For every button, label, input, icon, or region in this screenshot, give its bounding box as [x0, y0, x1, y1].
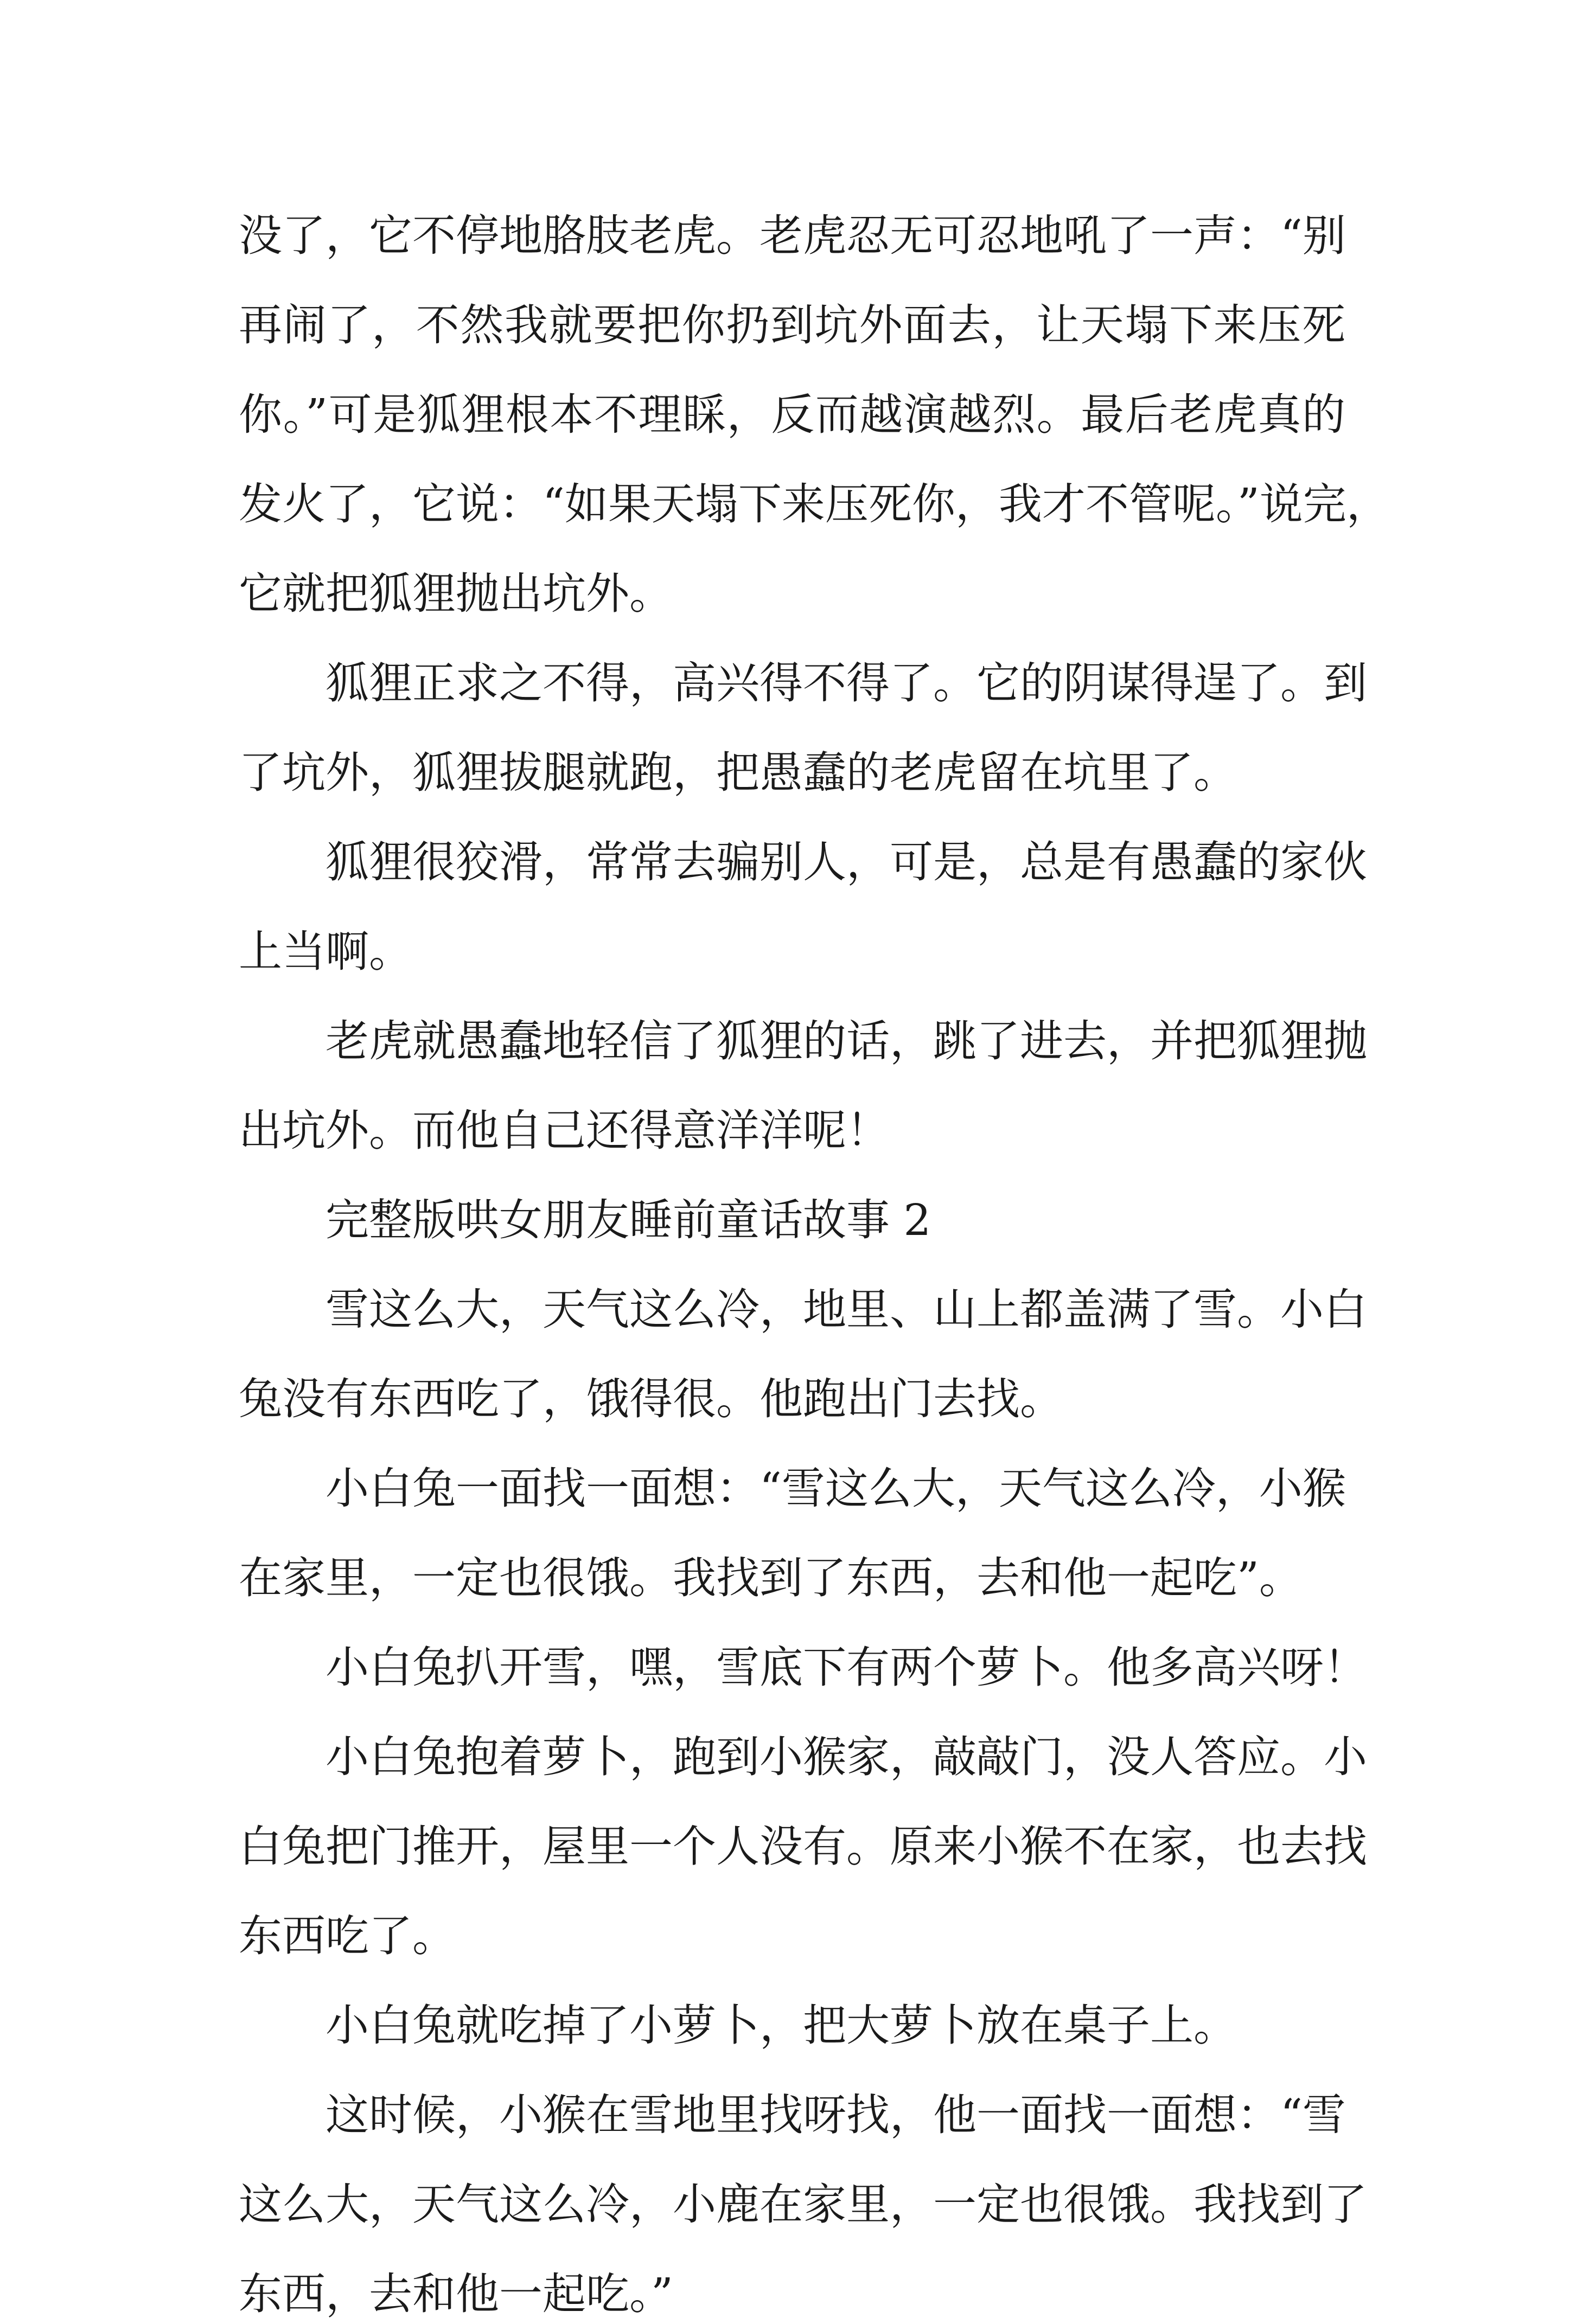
text-line: 没了，它不停地胳肢老虎。老虎忍无可忍地吼了一声：“别: [239, 210, 1346, 261]
text-line: 再闹了，不然我就要把你扔到坑外面去，让天塌下来压死: [239, 300, 1345, 350]
text-line: 老虎就愚蠢地轻信了狐狸的话，跳了进去，并把狐狸抛: [326, 1016, 1367, 1066]
text-line: 你。”可是狐狸根本不理睬，反而越演越烈。最后老虎真的: [239, 389, 1345, 440]
text-line: 这时候，小猴在雪地里找呀找，他一面找一面想：“雪: [326, 2090, 1346, 2140]
text-line: 小白兔一面找一面想：“雪这么大，天气这么冷，小猴: [326, 1463, 1346, 1514]
text-line: 雪这么大，天气这么冷，地里、山上都盖满了雪。小白: [326, 1284, 1367, 1335]
text-line: 狐狸正求之不得，高兴得不得了。它的阴谋得逞了。到: [326, 658, 1367, 708]
text-line: 上当啊。: [239, 926, 412, 977]
text-line: 狐狸很狡滑，常常去骗别人，可是，总是有愚蠢的家伙: [326, 837, 1367, 887]
text-line: 小白兔抱着萝卜，跑到小猴家，敲敲门，没人答应。小: [326, 1732, 1367, 1782]
text-line: 兔没有东西吃了，饿得很。他跑出门去找。: [239, 1374, 1063, 1424]
text-line: 小白兔扒开雪，嘿，雪底下有两个萝卜。他多高兴呀！: [326, 1642, 1367, 1693]
text-line: 在家里，一定也很饿。我找到了东西，去和他一起吃”。: [239, 1553, 1303, 1603]
text-line: 白兔把门推开，屋里一个人没有。原来小猴不在家，也去找: [239, 1821, 1367, 1872]
text-line: 它就把狐狸抛出坑外。: [239, 568, 673, 619]
text-line: 出坑外。而他自己还得意洋洋呢！: [239, 1105, 890, 1156]
text-line: 发火了，它说：“如果天塌下来压死你，我才不管呢。”说完，: [239, 479, 1390, 529]
text-line: 东西，去和他一起吃。”: [239, 2269, 673, 2319]
text-line: 小白兔就吃掉了小萝卜，把大萝卜放在桌子上。: [326, 2000, 1237, 2051]
text-line: 东西吃了。: [239, 1911, 456, 1961]
section-heading: 完整版哄女朋友睡前童话故事 2: [326, 1195, 931, 1245]
text-line: 了坑外，狐狸拔腿就跑，把愚蠢的老虎留在坑里了。: [239, 747, 1237, 798]
text-line: 这么大，天气这么冷，小鹿在家里，一定也很饿。我找到了: [239, 2179, 1367, 2230]
